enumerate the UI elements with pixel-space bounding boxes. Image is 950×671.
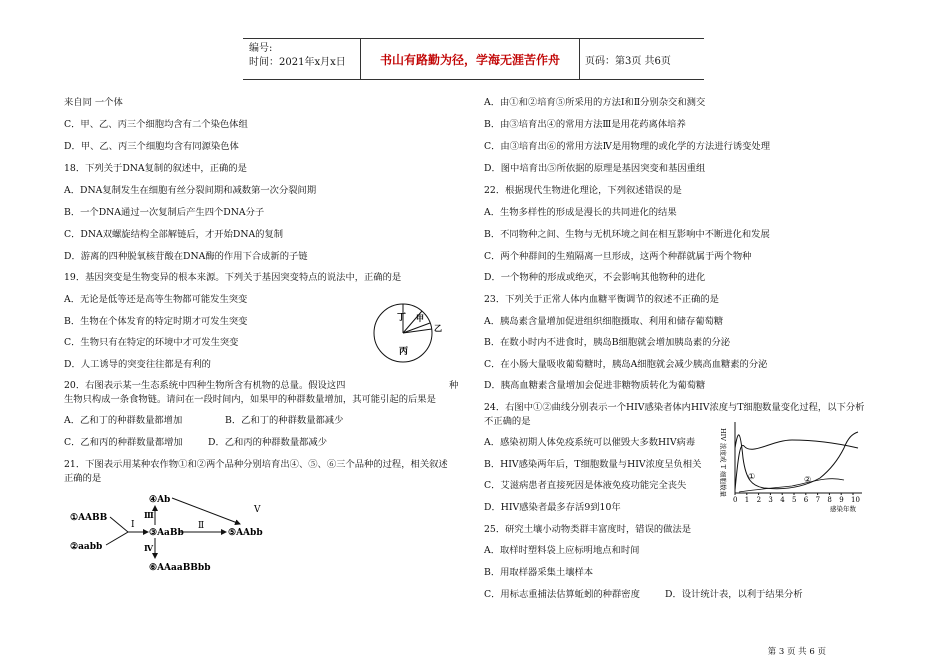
node-2: ②aabb (70, 542, 103, 552)
text-line: C．由③培育出⑥的常用方法Ⅳ是用物理的或化学的方法进行诱变处理 (484, 141, 771, 152)
text-line: D．HIV感染者最多存活9到10年 (484, 502, 621, 513)
x-tick-label: 6 (803, 496, 809, 504)
text-line: C．在小肠大量吸收葡萄糖时，胰岛A细胞就会减少胰高血糖素的分泌 (484, 359, 768, 370)
x-tick-label: 8 (827, 496, 832, 504)
node-3: ③AaBb (149, 528, 184, 538)
text-line: A．生物多样性的形成是漫长的共同进化的结果 (484, 207, 677, 218)
text-line: C．生物只有在特定的环境中才可发生突变 (64, 337, 239, 348)
text-line: C．艾滋病患者直接死因是体液免疫功能完全丧失 (484, 480, 687, 491)
x-tick-label: 3 (768, 496, 773, 504)
arrow-line (106, 532, 128, 545)
text-line: B．由③培育出④的常用方法Ⅲ是用花药离体培养 (484, 119, 686, 130)
text-line: D．甲、乙、丙三个细胞均含有同源染色体 (64, 141, 239, 152)
pie-figure (364, 302, 450, 364)
text-line: 20．右图表示某一生态系统中四种生物所含有机物的总量。假设这四 (64, 380, 346, 391)
text-line: 19．基因突变是生物变异的根本来源。下列关于基因突变特点的说法中，正确的是 (64, 272, 402, 283)
hiv-chart (712, 418, 872, 514)
text-line: D．胰高血糖素含量增加会促进非糖物质转化为葡萄糖 (484, 380, 706, 391)
x-tick-label: 10 (851, 496, 860, 504)
text-line: B．不同物种之间、生物与无机环境之间在相互影响中不断进化和发展 (484, 229, 770, 240)
route-label-4: Ⅳ (144, 543, 154, 553)
x-tick-label: 5 (792, 496, 797, 504)
header-page-info: 页码：第3页 共6页 (585, 55, 671, 67)
option: D．乙和丙的种群数量都减少 (208, 437, 328, 448)
text-line: A．胰岛素含量增加促进组织细胞摄取、利用和储存葡萄糖 (484, 316, 724, 327)
header-motto: 书山有路勤为径，学海无涯苦作舟 (361, 39, 580, 79)
text-line: D．一个物种的形成或绝灭，不会影响其他物种的进化 (484, 272, 706, 283)
pie-label-ding: 丁 (397, 313, 407, 323)
chart-xlabel: 感染年数 (830, 505, 856, 513)
curve-1-label: ① (748, 472, 756, 481)
text-line: 22．根据现代生物进化理论，下列叙述错误的是 (484, 185, 682, 196)
breeding-diagram (68, 488, 278, 580)
route-label-1: I (131, 520, 135, 530)
text-line: C．用标志重捕法估算蚯蚓的种群密度 (484, 589, 640, 600)
curve-2-tcell (735, 440, 858, 490)
text-line: 来自同 一个体 (64, 97, 123, 108)
pie-label-bing: 丙 (399, 347, 409, 357)
node-1: ①AABB (70, 513, 108, 523)
x-tick-label: 9 (839, 496, 844, 504)
text-line: B．用取样器采集土壤样本 (484, 567, 594, 578)
text-line: 18．下列关于DNA复制的叙述中，正确的是 (64, 163, 247, 174)
node-5: ⑤AAbb (228, 528, 263, 538)
text-line: B．一个DNA通过一次复制后产生四个DNA分子 (64, 207, 265, 218)
text-line: C．甲、乙、丙三个细胞均含有二个染色体组 (64, 119, 248, 130)
text-line: A．由①和②培育⑤所采用的方法I和Ⅱ分别杂交和测交 (484, 97, 706, 108)
time-label: 时间：2021年x月x日 (249, 57, 346, 68)
node-4: ④Ab (149, 495, 171, 505)
pie-label-yi: 乙 (434, 323, 442, 333)
text-line: 种 (449, 380, 459, 391)
text-line: 21．下图表示用某种农作物①和②两个品种分别培育出④、⑤、⑥三个品种的过程，相关叙述 (64, 459, 448, 470)
text-line: A．取样时塑料袋上应标明地点和时间 (484, 545, 640, 556)
route-label-3: Ⅲ (144, 510, 154, 520)
text-line: 25．研究土壤小动物类群丰富度时，错误的做法是 (484, 524, 692, 535)
text-line: D．游离的四种脱氧核苷酸在DNA酶的作用下合成新的子链 (64, 251, 308, 262)
text-line: D．人工诱导的突变往往都是有利的 (64, 359, 211, 370)
text-line: 24．右图中①②曲线分别表示一个HIV感染者体内HIV浓度与T细胞数量变化过程，以下分析 (484, 402, 865, 413)
text-line: D．设计统计表，以利于结果分析 (665, 589, 803, 600)
curve-2-label: ② (804, 475, 812, 484)
x-tick-label: 7 (815, 496, 821, 504)
x-tick-label: 2 (756, 496, 762, 504)
pie-label-jia: 甲 (416, 313, 424, 323)
text-line: B．在数小时内不进食时，胰岛B细胞就会增加胰岛素的分泌 (484, 337, 731, 348)
text-line: B．HIV感染两年后，T细胞数量与HIV浓度呈负相关 (484, 459, 702, 470)
option: A．乙和丁的种群数量都增加 (64, 415, 183, 426)
text-line: A．无论是低等还是高等生物都可能发生突变 (64, 294, 248, 305)
serial-label: 编号: (249, 43, 273, 54)
route-label-5: V (254, 505, 261, 515)
page-footer: 第 3 页 共 6 页 (767, 647, 826, 657)
arrow-line (172, 498, 240, 524)
x-tick-label: 4 (780, 496, 785, 504)
text-line: 23．下列关于正常人体内血糖平衡调节的叙述不正确的是 (484, 294, 719, 305)
x-tick-label: 1 (744, 496, 750, 504)
text-line: D．图中培育出⑤所依据的原理是基因突变和基因重组 (484, 163, 706, 174)
arrow-line (110, 517, 128, 532)
route-label-2: Ⅱ (198, 521, 205, 531)
x-tick-label: 0 (733, 496, 738, 504)
text-line: A．DNA复制发生在细胞有丝分裂间期和减数第一次分裂间期 (64, 185, 317, 196)
chart-ylabel: HIV 浓度或 T 细胞数量 (719, 428, 727, 497)
text-line: 正确的是 (64, 473, 102, 484)
header-left-cell (243, 39, 361, 79)
option: C．乙和丙的种群数量都增加 (64, 437, 183, 448)
text-line: 不正确的是 (484, 416, 531, 427)
node-6: ⑥AAaaBBbb (149, 563, 211, 573)
option: B．乙和丁的种群数量都减少 (225, 415, 344, 426)
text-line: B．生物在个体发育的特定时期才可发生突变 (64, 316, 248, 327)
x-ticks (733, 493, 860, 504)
text-line: C．两个种群间的生殖隔离一旦形成，这两个种群就属于两个物种 (484, 251, 752, 262)
text-line: 生物只构成一条食物链。请问在一段时间内，如果甲的种群数量增加，其可能引起的后果是 (64, 394, 436, 405)
text-line: A．感染初期人体免疫系统可以催毁大多数HIV病毒 (484, 437, 696, 448)
page-header (243, 38, 704, 80)
text-line: C．DNA双螺旋结构全部解链后，才开始DNA的复制 (64, 229, 284, 240)
